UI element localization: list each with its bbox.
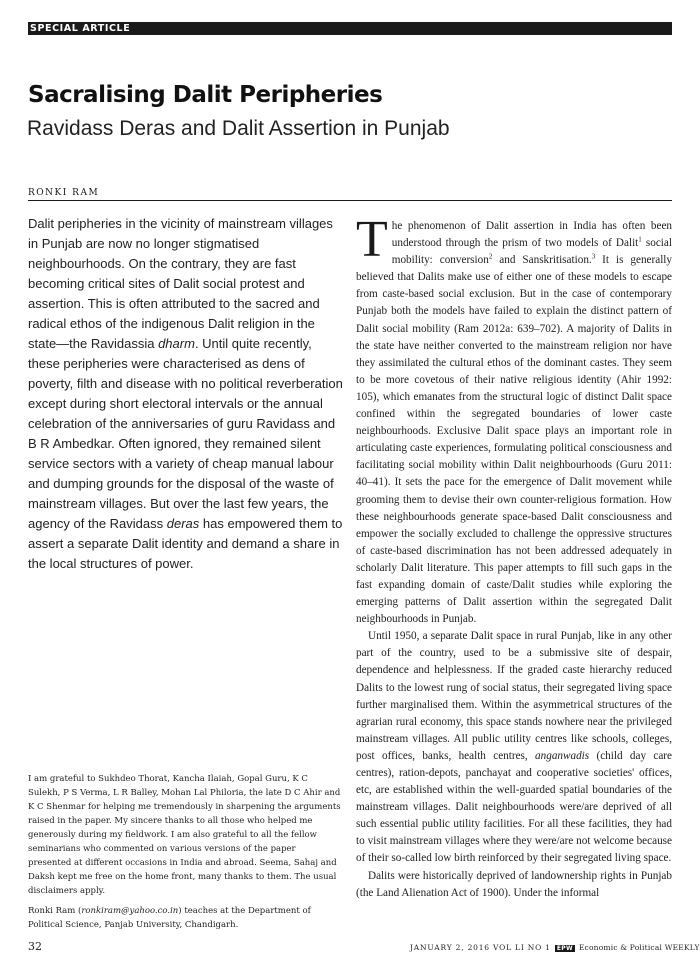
body-p1-b: social mobility: conversion bbox=[391, 237, 672, 267]
body-p2-em: anganwadis bbox=[535, 749, 590, 762]
drop-cap: T bbox=[356, 211, 388, 268]
footer-date-issue: JANUARY 2, 2016 VOL LI NO 1 bbox=[410, 943, 551, 952]
abstract-text-2: . Until quite recently, these peripheries were characterised as dens of poverty, filth and disease with no political reverberation except during short electoral intervals or the annual celebration of the anniversaries of guru Ravidass and B R Ambedkar. Often ignored, they remained silent service sectors with a variety of cheap manual labour and dumping grounds for the disposal of the waste of mainstream villages. But over the last few years, the agency of the Ravidass bbox=[28, 336, 343, 531]
abstract-text-1: Dalit peripheries in the vicinity of mainstream villages in Punjab are now no longer stigmatised neighbourhoods. On the contrary, they are fast becoming critical sites of Dalit social protest and assertion. This is often attributed to the sacred and radical ethos of the indigenous Dalit religion in the state—the Ravidassia bbox=[28, 216, 333, 351]
article-subtitle: Ravidass Deras and Dalit Assertion in Punjab bbox=[27, 117, 450, 140]
epw-badge: EPW bbox=[556, 945, 573, 952]
author-bio bbox=[28, 904, 341, 932]
footnote-ref-1: 1 bbox=[638, 235, 642, 244]
footnote-ref-3: 3 bbox=[591, 252, 596, 261]
footer-journal-name: Economic & Political WEEKLY bbox=[578, 943, 700, 952]
body-paragraph-3: Dalits were historically deprived of landownership rights in Punjab (the Land Alienation Act of 1900). Under the informal bbox=[356, 869, 672, 899]
abstract bbox=[28, 214, 343, 574]
author-notes bbox=[28, 772, 341, 938]
body-p1-d: It is generally believed that Dalits make use of either one of these models to escape from caste-based social exclusion. But in the case of contemporary Punjab both the models have failed to explain the distinct pattern of Dalit social mobility (Ram 2012a: 639–702). A majority of Dalits in the state have neither converted to the mainstream religion nor have they assimilated the cultural ethos of the dominant castes. They seem to be more covetous of their native religious identity (Ahir 1992: 105), which emanates from the structural logic of distinct Dalit space confined within the segregated boundaries of lower caste neighbourhoods. Exclusive Dalit space plays an important role in articulating caste experiences, formulating political consciousness and facilitating social mobility within Dalit neighbourhoods (Guru 2011: 40–41). It sets the pace for the emergence of Dalit movement while grooming them to devise their own counter-religious formation. How these neighbourhoods generate space-based Dalit consciousness and empower the socially excluded to challenge the oppressive structures of caste-based discrimination has not been addressed adequately in scholarly Dalit literature. This paper attempts to fill such gaps in the fast expanding domain of caste/Dalit studies while exploring the emerging patterns of Dalit assertion within the segregated Dalit neighbourhoods in Punjab. bbox=[356, 254, 673, 626]
body-column bbox=[356, 211, 673, 902]
author-byline: RONKI RAM bbox=[28, 188, 100, 198]
author-email: ronkiram@yahoo.co.in bbox=[81, 906, 179, 916]
body-p2-a: Until 1950, a separate Dalit space in rural Punjab, like in any other part of the country, used to be a submissive site of despair, dependence and helplessness. If the graded caste hierarchy reduced Dalits to the lowest rung of social status, their segregated living space further marginalised them. Within the asymmetrical structures of the agrarian rural economy, this space stands nowhere near the privileged mainstream villages. All public utility centres like schools, colleges, post offices, banks, health centres, bbox=[356, 630, 672, 762]
acknowledgement: I am grateful to Sukhdeo Thorat, Kancha Ilaiah, Gopal Guru, K C Sulekh, P S Verma, L R Balley, Mohan Lal Philoria, the late D C Ahir and K C Shenmar for helping me tremendously in sharpening the arguments raised in the paper. My sincere thanks to all those who helped me generously during my fieldwork. I am also grateful to all the fellow seminarians who commented on various versions of the paper presented at different occasions in India and abroad. Seema, Sahaj and Daksh kept me free on the home front, many thanks to them. The usual disclaimers apply. bbox=[28, 774, 341, 896]
body-p1-c: and Sanskritisation. bbox=[492, 254, 592, 267]
body-paragraph-1 bbox=[356, 211, 673, 628]
abstract-em-deras: deras bbox=[166, 516, 200, 531]
abstract-em-dharm: dharm bbox=[158, 336, 195, 351]
footer-issue bbox=[410, 943, 700, 952]
abstract-text-3: has empowered them to assert a separate Dalit identity and demand a share in the local structures of power. bbox=[28, 516, 343, 571]
body-paragraph-2 bbox=[356, 628, 672, 867]
bio-prefix: Ronki Ram ( bbox=[28, 906, 82, 916]
body-p2-b: (child day care centres), ration-depots, panchayat and cooperative societies' offices, etc, are established within the well-guarded spatial boundaries of the mainstream villages. Dalit neighbourhoods were/are deprived of all such essential public utility facilities. For all these facilities, they had to visit mainstream villages where they were/are not welcome because of their so-called low birth reinforced by their segregated living space. bbox=[356, 749, 673, 865]
article-title: Sacralising Dalit Peripheries bbox=[28, 82, 383, 108]
page-number: 32 bbox=[28, 940, 42, 953]
bio-suffix: ) teaches at the Department of Political Science, Panjab University, Chandigarh. bbox=[28, 906, 311, 930]
footnote-ref-2: 2 bbox=[488, 252, 493, 261]
section-tag: SPECIAL ARTICLE bbox=[28, 22, 672, 35]
body-p1-a: he phenomenon of Dalit assertion in India has often been understood through the prism of two models of Dalit bbox=[391, 220, 672, 250]
header-divider bbox=[28, 200, 672, 201]
